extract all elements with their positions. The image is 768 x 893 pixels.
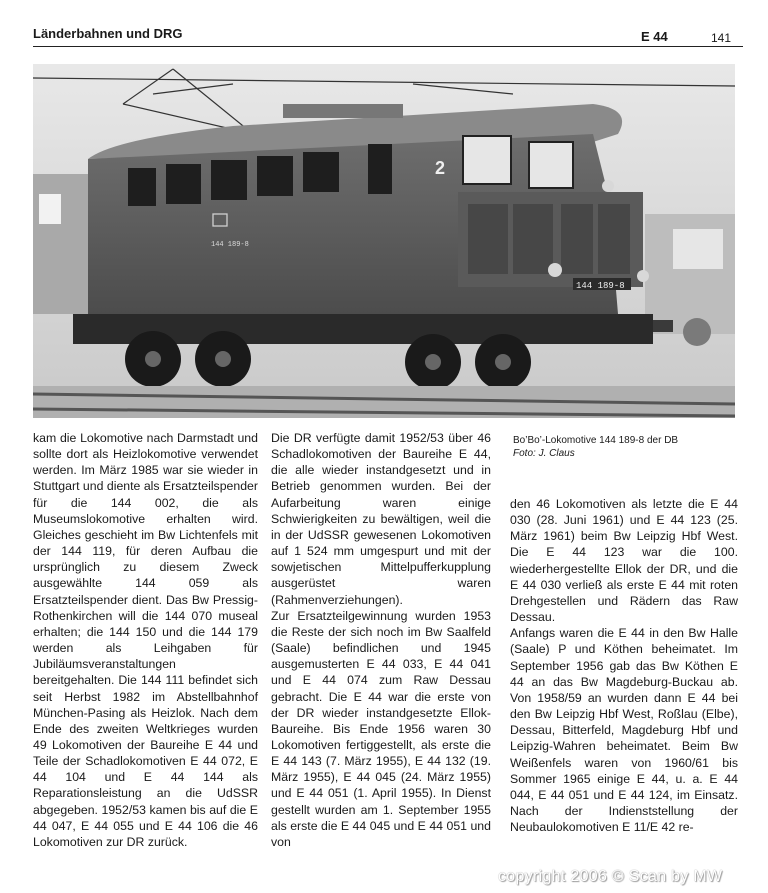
text-column-2 xyxy=(271,430,491,850)
body-paragraph: kam die Lokomotive nach Darmstadt und sollte dort als Heizlokomotive verwendet werden. Im März 1985 war sie wieder in Stuttgart und diente als Ersatzteilspender für die 144 002, die als Museumslokomotive erhalten wird. Gleiches geschieht im Bw Lichtenfels mit der 144 119, für deren Aufbau die ursprünglich zu diesem Zweck ausgewählte 144 059 als Ersatzteilspender dient. Das Bw Pressig-Rothenkirchen will die 144 070 museal erhalten; die 144 150 und die 144 179 werden als Leihgaben für Jubiläumsveranstaltungen bereitgehalten. Die 144 111 befindet sich seit Herbst 1982 im Abstellbahnhof München-Pasing als Heizlok. Nach dem Ende des zweiten Weltkrieges wurden 49 Lokomotiven der Baureihe E 44 und Teile der Schadlokomotiven E 44 072, E 44 104 und E 44 144 als Reparationsleistung an die UdSSR abgegeben. 1952/53 kamen bis auf die E 44 047, E 44 055 und E 44 106 die 46 Lokomotiven zur DR zurück. xyxy=(33,431,258,849)
photo-credit: Foto: J. Claus xyxy=(513,448,575,459)
body-paragraph: Zur Ersatzteilgewinnung wurden 1953 die Reste der sich noch im Bw Saalfeld (Saale) befindlichen und 1945 ausgemusterten E 44 033, E 44 041 und E 44 074 zum Raw Dessau gebracht. Die E 44 war die erste von der DR wieder instandgesetzte Ellok-Baureihe. Bis Ende 1956 waren 30 Lokomotiven fertiggestellt, als erste die E 44 143 (7. März 1955), E 44 132 (19. März 1955), E 44 045 (24. März 1955) und E 44 051 (1. April 1955). In Dienst gestellt wurden am 1. September 1955 als erste die E 44 045 und E 44 051 und von xyxy=(271,608,491,849)
locomotive-photo xyxy=(33,64,735,418)
running-header xyxy=(33,26,743,47)
text-column-1 xyxy=(33,430,258,850)
cab-number-label: 2 xyxy=(435,158,446,178)
text-column-3 xyxy=(510,496,738,835)
body-paragraph: Die DR verfügte damit 1952/53 über 46 Schadlokomotiven der Baureihe E 44, die alle wieder instandgesetzt und in Betrieb genommen wurden. Bei der Aufarbeitung waren einige Schwierigkeiten zu bewältigen, weil die in der UdSSR gewesenen Lokomotiven auf 1 524 mm umgespurt und mit der sowjetischen Mittelpufferkupplung ausgerüstet waren (Rahmenverziehungen). xyxy=(271,431,491,607)
scan-watermark: copyright 2006 © Scan by MW xyxy=(498,868,723,885)
page-number: 141 xyxy=(711,31,732,45)
side-number-plate: 144 189-8 xyxy=(211,241,249,249)
front-number-plate: 144 189-8 xyxy=(576,281,625,291)
locomotive-illustration xyxy=(33,64,735,418)
locomotive-class-title: E 44 xyxy=(641,29,668,44)
caption-text: Bo’Bo’-Lokomotive 144 189-8 der DB xyxy=(513,435,679,446)
body-paragraph: Anfangs waren die E 44 in den Bw Halle (Saale) P und Köthen beheimatet. Im September 1956 gab das Bw Köthen E 44 an das Bw Magdeburg-Buckau ab. Von 1958/59 an wurden dann E 44 bei den Bw Leipzig Hbf West, Roßlau (Elbe), Dessau, Bitterfeld, Magdeburg Hbf und Leipzig-Wahren beheimatet. Beim Bw Weißenfels waren von 1960/61 bis Sommer 1965 einige E 44, u. a. E 44 044, E 44 051 und E 44 124, im Einsatz. Nach der Indienststellung der Neubaulokomotiven E 11/E 42 re- xyxy=(510,626,738,835)
photo-caption xyxy=(513,434,738,460)
section-title: Länderbahnen und DRG xyxy=(33,26,183,41)
body-paragraph: den 46 Lokomotiven als letzte die E 44 030 (28. Juni 1961) und E 44 123 (25. März 1961) beim Bw Leipzig Hbf West. Die E 44 123 war die 100. wiederhergestellte Ellok der DR, und die E 44 030 verließ als erste E 44 mit roten Drehgestellen und Rädern das Raw Dessau. xyxy=(510,497,738,625)
